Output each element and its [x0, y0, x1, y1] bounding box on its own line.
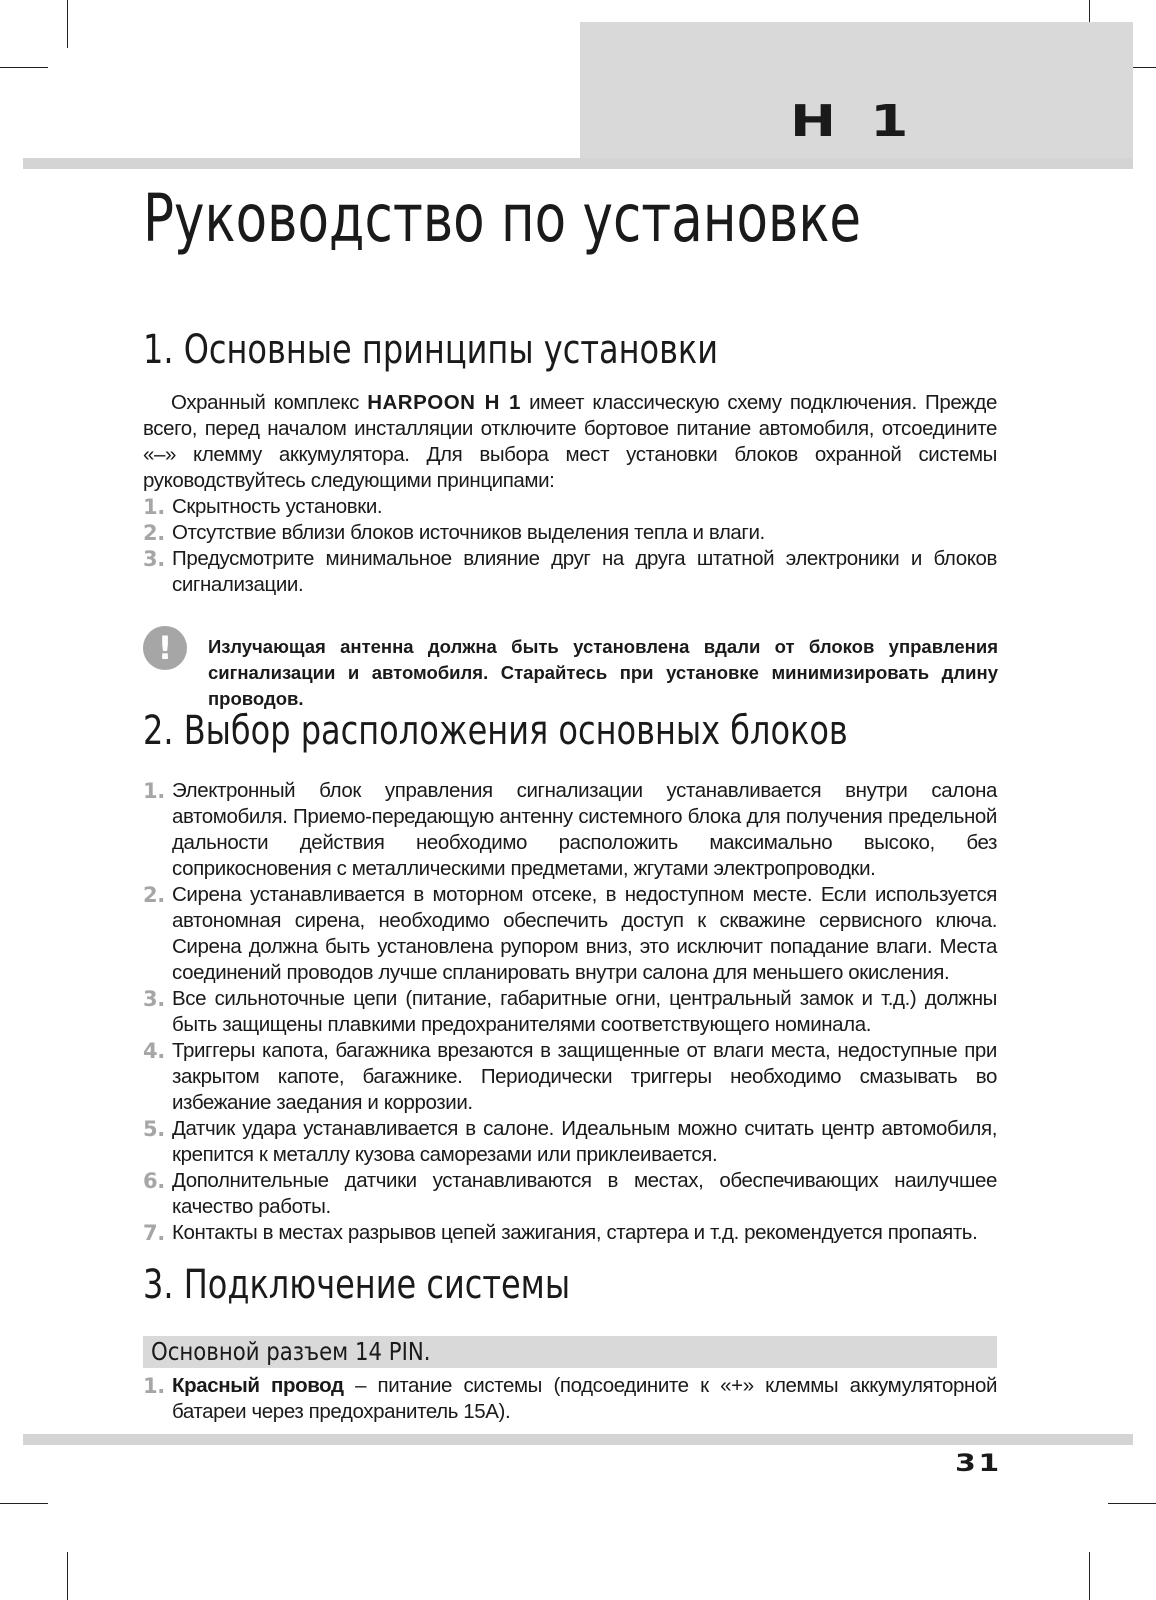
top-rule	[23, 158, 1133, 169]
list-item	[143, 1168, 997, 1220]
bottom-rule	[23, 1434, 1133, 1445]
item-text: – питание системы (подсоедините к «+» клеммы аккумуляторной батареи через предохранитель 15А).	[172, 1374, 997, 1423]
item-number: 4.	[143, 1039, 165, 1063]
wire-name: Красный провод	[172, 1374, 344, 1397]
item-number: 3.	[143, 547, 165, 571]
list-item	[143, 520, 997, 546]
item-text: Все сильноточные цепи (питание, габаритные огни, центральный замок и т.д.) должны быть защищены плавкими предохранителями соответствующего номинала.	[172, 987, 997, 1036]
list-item	[143, 986, 997, 1038]
item-number: 2.	[143, 521, 165, 545]
list-item	[143, 1116, 997, 1168]
crop-mark	[1089, 1552, 1090, 1600]
crop-mark	[0, 1503, 48, 1504]
item-text: Отсутствие вблизи блоков источников выделения тепла и влаги.	[172, 521, 765, 544]
page-number: 31	[955, 1449, 1002, 1477]
section-3-title: 3. Подключение системы	[143, 1262, 571, 1308]
crop-mark	[0, 67, 48, 68]
item-text: Сирена устанавливается в моторном отсеке, в недоступном месте. Если используется автономная сирена, необходимо обеспечить доступ к скважине сервисного ключа. Сирена должна быть установлена рупором вниз, это исключит попадание влаги. Места соединений проводов лучше спланировать внутри салона для меньшего окисления.	[172, 883, 997, 984]
item-number: 2.	[143, 883, 165, 907]
item-text: Триггеры капота, багажника врезаются в защищенные от влаги места, недоступные при закрытом капоте, багажнике. Периодически триггеры необходимо смазывать во избежание заедания и коррозии.	[172, 1039, 997, 1114]
item-number: 5.	[143, 1117, 165, 1141]
principles-list	[143, 494, 997, 598]
connector-bar-label: Основной разъем 14 PIN.	[151, 1337, 431, 1366]
list-item	[143, 778, 997, 882]
section-3-body	[143, 1373, 997, 1425]
section-2-title: 2. Выбор расположения основных блоков	[143, 708, 848, 754]
item-text: Дополнительные датчики устанавливаются в местах, обеспечивающих наилучшее качество работы.	[172, 1169, 997, 1218]
list-item	[143, 1373, 997, 1425]
item-number: 6.	[143, 1169, 165, 1193]
list-item	[143, 1038, 997, 1116]
section-1-title: 1. Основные принципы установки	[143, 327, 719, 373]
warning-icon: !	[143, 626, 187, 670]
section-1-body	[143, 390, 997, 598]
brand-name: HARPOON H 1	[367, 391, 521, 414]
wiring-list	[143, 1373, 997, 1425]
list-item	[143, 1220, 997, 1246]
warning-text: Излучающая антенна должна быть установлена вдали от блоков управления сигнализации и автомобиля. Старайтесь при установке минимизировать длину проводов.	[208, 636, 998, 709]
item-text: Скрытность установки.	[172, 495, 383, 518]
crop-mark	[67, 1552, 68, 1600]
connector-bar	[143, 1336, 997, 1368]
item-text: Электронный блок управления сигнализации устанавливается внутри салона автомобиля. Приемо-передающую антенну системного блока для получения предельной дальности действия необходимо расположить максимально высоко, без соприкосновения с металлическими предметами, жгутами электропроводки.	[172, 779, 997, 880]
crop-mark	[67, 0, 68, 48]
item-number: 7.	[143, 1221, 165, 1245]
item-number: 1.	[143, 779, 165, 803]
crop-mark	[1108, 1503, 1156, 1504]
list-item	[143, 546, 997, 598]
item-number: 1.	[143, 495, 165, 519]
list-item	[143, 882, 997, 986]
item-text: Контакты в местах разрывов цепей зажигания, стартера и т.д. рекомендуется пропаять.	[172, 1221, 978, 1244]
section-2-body	[143, 778, 997, 1246]
item-text: Предусмотрите минимальное влияние друг на друга штатной электроники и блоков сигнализации.	[172, 547, 997, 596]
intro-prefix: Охранный комплекс	[171, 391, 359, 414]
item-number: 1.	[143, 1374, 165, 1398]
item-text: Датчик удара устанавливается в салоне. Идеальным можно считать центр автомобиля, крепится к металлу кузова саморезами или приклеивается.	[172, 1117, 997, 1166]
list-item	[143, 494, 997, 520]
page-title: Руководство по установке	[143, 180, 862, 257]
model-label: H 1	[790, 96, 916, 147]
placement-list	[143, 778, 997, 1246]
intro-suffix: имеет классическую схему подключения. Прежде всего, перед началом инсталляции отключите бортовое питание автомобиля, отсоедините «–» клемму аккумулятора. Для выбора мест установки блоков охранной системы руководствуйтесь следующими принципами:	[143, 391, 997, 492]
item-number: 3.	[143, 987, 165, 1011]
intro-paragraph	[143, 390, 997, 494]
